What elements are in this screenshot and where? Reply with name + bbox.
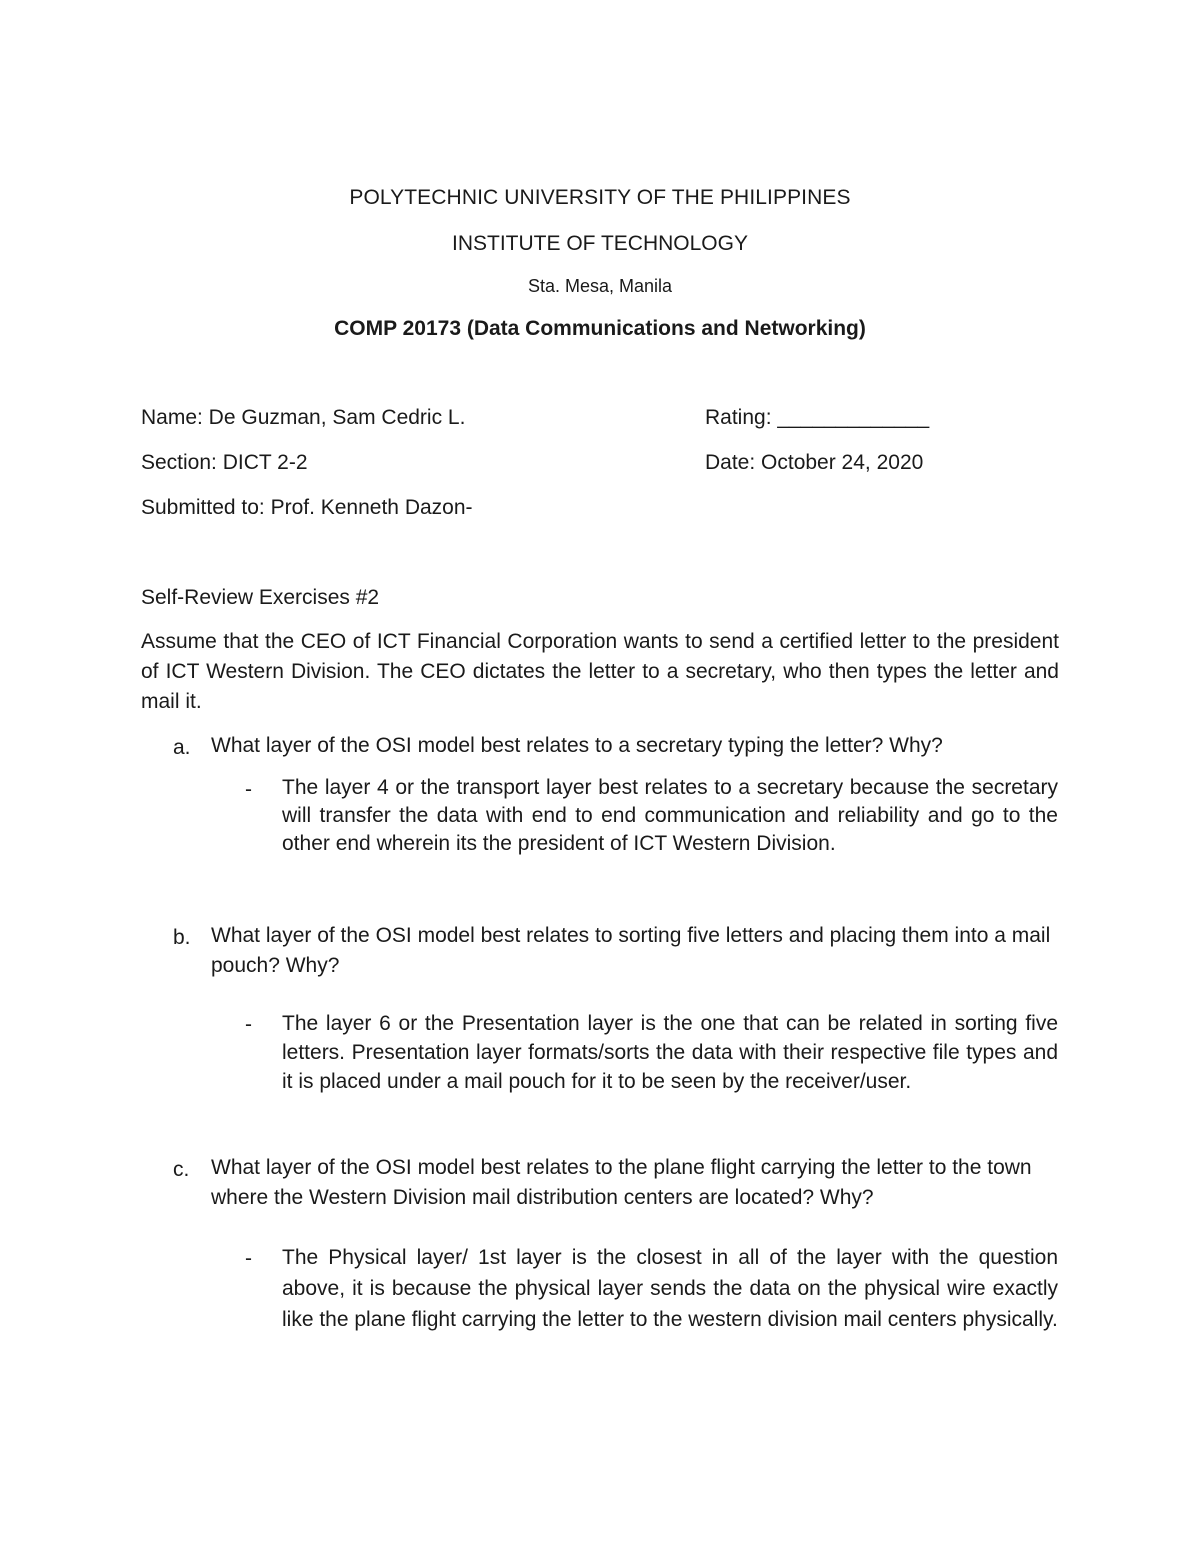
- question-text: What layer of the OSI model best relates to a secretary typing the letter? Why?: [211, 734, 943, 757]
- answer-bullet: -: [245, 778, 252, 801]
- student-name: Name: De Guzman, Sam Cedric L.: [141, 406, 466, 429]
- exercise-intro: Assume that the CEO of ICT Financial Corporation wants to send a certified letter to the president of ICT Western Division. The CEO dictates the letter to a secretary, who then types the letter and mail it.: [141, 630, 1059, 713]
- institute-name: INSTITUTE OF TECHNOLOGY: [452, 232, 748, 255]
- student-section: Section: DICT 2-2: [141, 451, 308, 474]
- answer-text: The layer 4 or the transport layer best relates to a secretary because the secretary will transfer the data with end to end communication and reliability and go to the other end wherein its the president of ICT Western Division.: [282, 776, 1058, 855]
- question-text: What layer of the OSI model best relates to sorting five letters and placing them into a mail pouch? Why?: [211, 924, 1051, 977]
- answer-bullet: -: [245, 1247, 252, 1270]
- rating-field: Rating: _____________: [705, 406, 930, 429]
- question-label: a.: [173, 736, 191, 759]
- question-label: b.: [173, 926, 191, 949]
- answer-bullet: -: [245, 1013, 252, 1036]
- university-name: POLYTECHNIC UNIVERSITY OF THE PHILIPPINES: [349, 186, 851, 209]
- exercise-title: Self-Review Exercises #2: [141, 586, 380, 609]
- answer-text: The Physical layer/ 1st layer is the closest in all of the layer with the question above, it is because the physical layer sends the data on the physical wire exactly like the plane flight carrying the letter to the western division mail centers physically.: [282, 1246, 1058, 1331]
- question-text: What layer of the OSI model best relates to the plane flight carrying the letter to the town where the Western Division mail distribution centers are located? Why?: [211, 1156, 1032, 1209]
- answer-text: The layer 6 or the Presentation layer is the one that can be related in sorting five letters. Presentation layer formats/sorts the data with their respective file types and it is placed under a mail pouch for it to be seen by the receiver/user.: [282, 1012, 1058, 1093]
- campus-location: Sta. Mesa, Manila: [527, 276, 673, 296]
- course-title: COMP 20173 (Data Communications and Networking): [334, 317, 866, 340]
- submitted-to: Submitted to: Prof. Kenneth Dazon-: [141, 496, 473, 519]
- submission-date: Date: October 24, 2020: [705, 451, 924, 474]
- question-label: c.: [173, 1158, 190, 1181]
